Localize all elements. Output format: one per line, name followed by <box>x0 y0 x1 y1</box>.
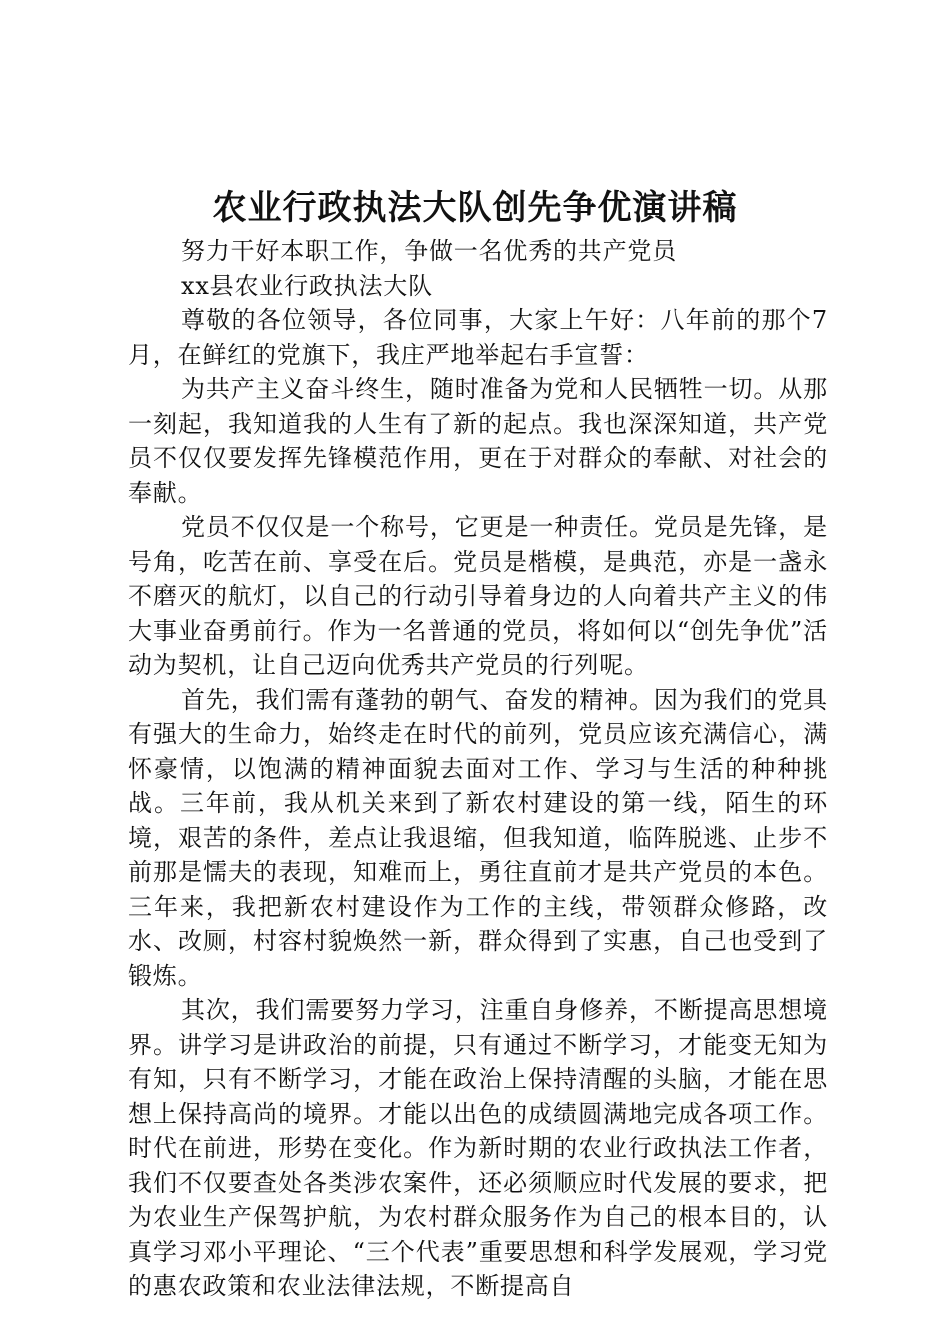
organization-line: xx县农业行政执法大队 <box>181 271 433 300</box>
document-body <box>128 234 828 1304</box>
second-point-paragraph: 其次，我们需要努力学习，注重自身修养，不断提高思想境界。讲学习是讲政治的前提，只有通过不断学习，才能变无知为有知，只有不断学习，才能在政治上保持清醒的头脑，才能在思想上保持高尚的境界。才能以出色的成绩圆满地完成各项工作。时代在前进，形势在变化。作为新时期的农业行政执法工作者，我们不仅要查处各类涉农案件，还必须顺应时代发展的要求，把为农业生产保驾护航，为农村群众服务作为自己的根本目的，认真学习邓小平理论、“三个代表”重要思想和科学发展观，学习党的惠农政策和农业法律法规，不断提高自 <box>128 996 828 1300</box>
greeting-paragraph: 尊敬的各位领导，各位同事，大家上午好：八年前的那个7月，在鲜红的党旗下，我庄严地举起右手宣誓： <box>128 306 828 369</box>
oath-paragraph: 为共产主义奋斗终生，随时准备为党和人民牺牲一切。从那一刻起，我知道我的人生有了新的起点。我也深深知道，共产党员不仅仅要发挥先锋模范作用，更在于对群众的奉献、对社会的奉献。 <box>128 375 828 507</box>
subtitle-line: 努力干好本职工作，争做一名优秀的共产党员 <box>181 237 677 265</box>
first-point-paragraph: 首先，我们需有蓬勃的朝气、奋发的精神。因为我们的党具有强大的生命力，始终走在时代的前列，党员应该充满信心，满怀豪情，以饱满的精神面貌去面对工作、学习与生活的种种挑战。三年前，我从机关来到了新农村建设的第一线，陌生的环境，艰苦的条件，差点让我退缩，但我知道，临阵脱逃、止步不前那是懦夫的表现，知难而上，勇往直前才是共产党员的本色。三年来，我把新农村建设作为工作的主线，带领群众修路，改水、改厕，村容村貌焕然一新，群众得到了实惠，自己也受到了锻炼。 <box>128 685 828 990</box>
document-title: 农业行政执法大队创先争优演讲稿 <box>212 188 738 228</box>
party-member-paragraph: 党员不仅仅是一个称号，它更是一种责任。党员是先锋，是号角，吃苦在前、享受在后。党员是楷模，是典范，亦是一盏永不磨灭的航灯，以自己的行动引导着身边的人向着共产主义的伟大事业奋勇前行。作为一名普通的党员，将如何以“创先争优”活动为契机，让自己迈向优秀共产党员的行列呢。 <box>128 513 828 679</box>
